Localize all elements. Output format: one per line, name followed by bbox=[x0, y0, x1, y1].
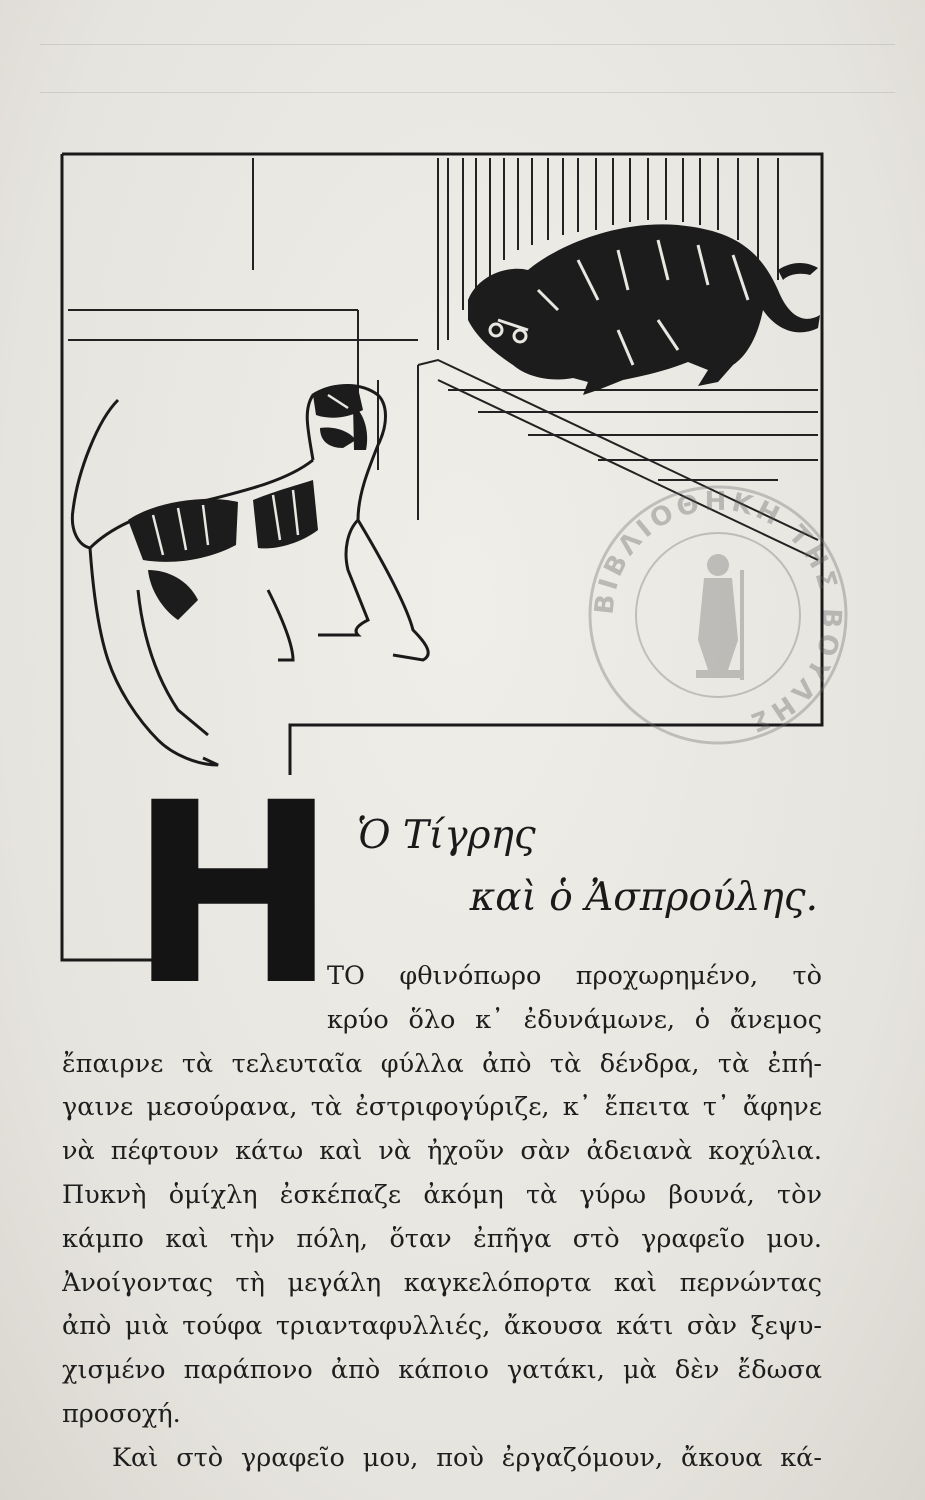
chapter-title-line-1: Ὁ Τίγρης bbox=[357, 813, 536, 858]
body-paragraphs bbox=[62, 955, 822, 1481]
chapter-title bbox=[352, 805, 822, 929]
text-line: νὰ πέφτουν κάτω καὶ νὰ ἠχοῦν σὰν ἀδειανὰ κοχύλια. bbox=[62, 1136, 822, 1167]
text-line: ἀπὸ μιὰ τούφα τριανταφυλλιές, ἄκουσα κάτι σὰν ξεψυ- bbox=[62, 1311, 822, 1342]
text-line: Ἀνοίγοντας τὴ μεγάλη καγκελόπορτα καὶ περνώντας bbox=[62, 1267, 822, 1298]
text-line: χισμένο παράπονο ἀπὸ κάποιο γατάκι, μὰ δὲν ἔδωσα bbox=[62, 1355, 822, 1386]
text-line: Πυκνὴ ὁμίχλη ἐσκέπαζε ἀκόμη τὰ γύρω βουνά, τὸν bbox=[62, 1179, 822, 1210]
text-line: προσοχή. bbox=[62, 1398, 181, 1429]
text-line: ΤΟ φθινόπωρο προχωρημένο, τὸ bbox=[327, 961, 822, 991]
drop-cap-letter: H bbox=[128, 749, 338, 1040]
statue-icon bbox=[696, 554, 744, 680]
text-line: ἔπαιρνε τὰ τελευταῖα φύλλα ἀπὸ τὰ δένδρα, τὰ ἐπή- bbox=[62, 1048, 822, 1079]
stamp-ring-text: ΒΙΒΛΙΟΘΗΚΗ ΤΗΣ ΒΟΥΛΗΣ bbox=[589, 486, 847, 739]
library-stamp bbox=[578, 470, 858, 760]
text-line: κρύο ὅλο κ᾽ ἐδυνάμωνε, ὁ ἄνεμος bbox=[327, 1004, 822, 1035]
text-line: γαινε μεσούρανα, τὰ ἐστριφογύριζε, κ᾽ ἔπειτα τ᾽ ἄφηνε bbox=[62, 1092, 822, 1123]
bleed-through-text bbox=[40, 20, 895, 140]
chapter-title-line-2: καὶ ὁ Ἀσπρούλης. bbox=[469, 875, 818, 920]
text-line: Καὶ στὸ γραφεῖο μου, ποὺ ἐργαζόμουν, ἄκουα κά- bbox=[112, 1442, 822, 1473]
text-line: κάμπο καὶ τὴν πόλη, ὅταν ἐπῆγα στὸ γραφεῖο μου. bbox=[62, 1223, 822, 1254]
